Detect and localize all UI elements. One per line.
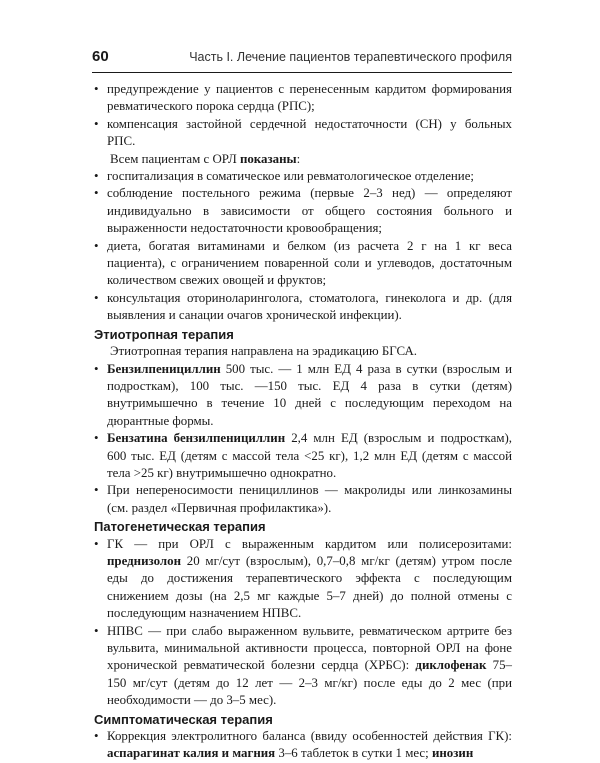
list-item: • компенсация застойной сердечной недостаточности (СН) у больных РПС. <box>94 116 512 151</box>
drug-dosage: 2,4 млн ЕД (взрослым и подросткам), 600 тыс. ЕД (детям с массой тела <25 кг), 1,2 млн ЕД (детям с массой тела >25 кг) внутримышечно однократно. <box>107 431 512 480</box>
etiotropic-intro: Этиотропная терапия направлена на эрадикацию БГСА. <box>110 344 418 359</box>
drug-name: диклофенак <box>415 658 487 673</box>
list-item <box>94 728 512 763</box>
list-text: ГК — при ОРЛ с выраженным кардитом или полисерозитами: <box>107 536 512 551</box>
drug-name: Бензилпенициллин <box>107 361 221 376</box>
list-item <box>94 536 512 623</box>
list-text: 3–6 таблеток в сутки 1 мес; <box>275 746 432 761</box>
symptomatic-list <box>94 728 512 763</box>
running-title: Часть I. Лечение пациентов терапевтического профиля <box>189 50 512 64</box>
indicated-bold: показаны <box>239 151 297 166</box>
list-text: 20 мг/сут (взрослым), 0,7–0,8 мг/кг (детям) утром после еды до достижения терапевтического эффекта с последующим снижением дозы (на 2,5 мг каждые 5–7 дней) до полной отмены с последующим назначением НПВС. <box>107 553 512 621</box>
list-text: Коррекция электролитного баланса (ввиду особенностей действия ГК): <box>107 729 512 744</box>
page-body <box>94 81 512 763</box>
goals-list <box>94 81 512 151</box>
list-text: НПВС — при слабо выраженном вульвите, ревматическом артрите без вульвита, минимальной активности процесса, повторной ОРЛ на фоне хронической ревматической болезни сердца (ХРБС): <box>107 623 512 673</box>
drug-name: аспарагинат калия и магния <box>107 746 276 761</box>
drug-dosage: 500 тыс. — 1 млн ЕД 4 раза в сутки (взрослым и подросткам), 100 тыс. —150 тыс. ЕД 4 раза в сутки (детям) внутримышечно в течение 10 дней с последующим переходом на дюрантные формы. <box>107 361 512 428</box>
section-heading-pathogenetic: Патогенетическая терапия <box>94 519 266 535</box>
section-heading-symptomatic: Симптоматическая терапия <box>94 711 273 727</box>
etiotropic-list <box>94 361 512 518</box>
list-item: • соблюдение постельного режима (первые 2–3 нед) — определяют индивидуально в зависимости от общего состояния больного и выраженности недостаточности кровообращения; <box>94 185 512 237</box>
drug-name: Бензатина бензилпенициллин <box>107 431 286 446</box>
list-item: • консультация оториноларинголога, стоматолога, гинеколога и др. (для выявления и санации очагов хронической инфекции). <box>94 290 512 325</box>
list-item <box>94 361 512 431</box>
drug-name: инозин <box>431 746 474 761</box>
list-item <box>94 430 512 482</box>
section-heading-etiotropic: Этиотропная терапия <box>94 326 234 342</box>
page-number: 60 <box>92 48 109 65</box>
drug-name: преднизолон <box>107 553 182 568</box>
page-header <box>92 44 512 73</box>
list-item: • предупреждение у пациентов с перенесенным кардитом формирования ревматического порока сердца (РПС); <box>94 81 512 116</box>
list-item: • госпитализация в соматическое или ревматологическое отделение; <box>94 168 512 185</box>
measures-list <box>94 168 512 325</box>
list-text: 75–150 мг/сут (детям до 12 лет — 2–3 мг/кг) после еды до 2 мес (при необходимости — до 3–5 мес). <box>107 658 513 708</box>
list-item: • диета, богатая витаминами и белком (из расчета 2 г на 1 кг веса пациента), с ограничением поваренной соли и углеводов, достаточным количеством свежих овощей и фруктов; <box>94 238 512 290</box>
list-item: • При непереносимости пенициллинов — макролиды или линкозамины (см. раздел «Первичная профилактика»). <box>94 482 512 517</box>
indicated-lead: Всем пациентам с ОРЛ <box>110 151 240 166</box>
list-item <box>94 623 512 710</box>
indicated-colon: : <box>296 151 301 166</box>
indicated-paragraph <box>94 151 512 168</box>
pathogenetic-list <box>94 536 512 710</box>
